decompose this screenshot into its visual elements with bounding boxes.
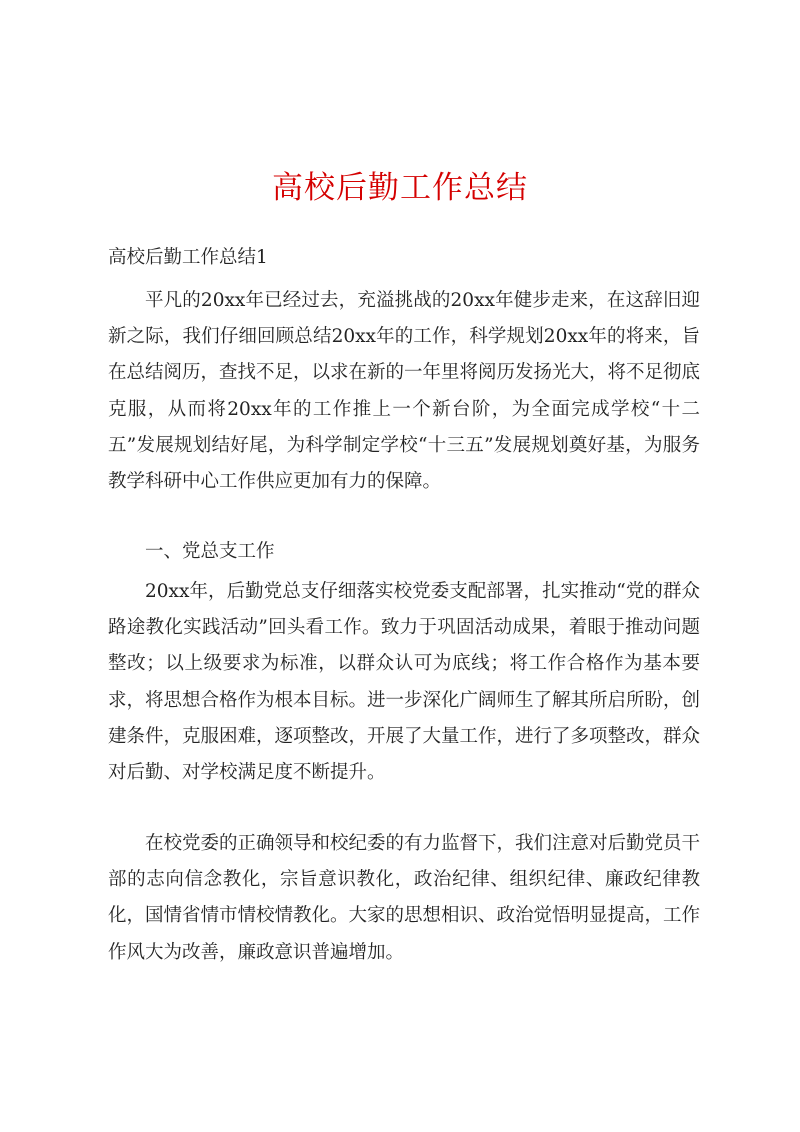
paragraph-intro: 平凡的20xx年已经过去，充溢挑战的20xx年健步走来，在这辞旧迎新之际，我们仔细回顾总结20xx年的工作，科学规划20xx年的将来，旨在总结阅历，查找不足，以求在新的一年里将阅历发扬光大，将不足彻底克服，从而将20xx年的工作推上一个新台阶，为全面完成学校“十二五”发展规划结好尾，为科学制定学校“十三五”发展规划奠好基，为服务教学科研中心工作供应更加有力的保障。: [108, 290, 701, 493]
document-title: 高校后勤工作总结: [272, 170, 528, 206]
paragraph-supervision: 在校党委的正确领导和校纪委的有力监督下，我们注意对后勤党员干部的志向信念教化，宗旨意识教化，政治纪律、组织纪律、廉政纪律教化，国情省情市情校情教化。大家的思想相识、政治觉悟明显提高，工作作风大为改善，廉政意识普遍增加。: [108, 833, 701, 963]
section-heading: 一、党总支工作: [145, 541, 275, 562]
document-subtitle: 高校后勤工作总结1: [108, 247, 268, 268]
paragraph-party-work: 20xx年，后勤党总支仔细落实校党委支配部署，扎实推动“党的群众路途教化实践活动”回头看工作。致力于巩固活动成果，着眼于推动问题整改；以上级要求为标准，以群众认可为底线；将工作合格作为基本要求，将思想合格作为根本目标。进一步深化广阔师生了解其所启所盼，创建条件，克服困难，逐项整改，开展了大量工作，进行了多项整改，群众对后勤、对学校满足度不断提升。: [108, 581, 701, 784]
